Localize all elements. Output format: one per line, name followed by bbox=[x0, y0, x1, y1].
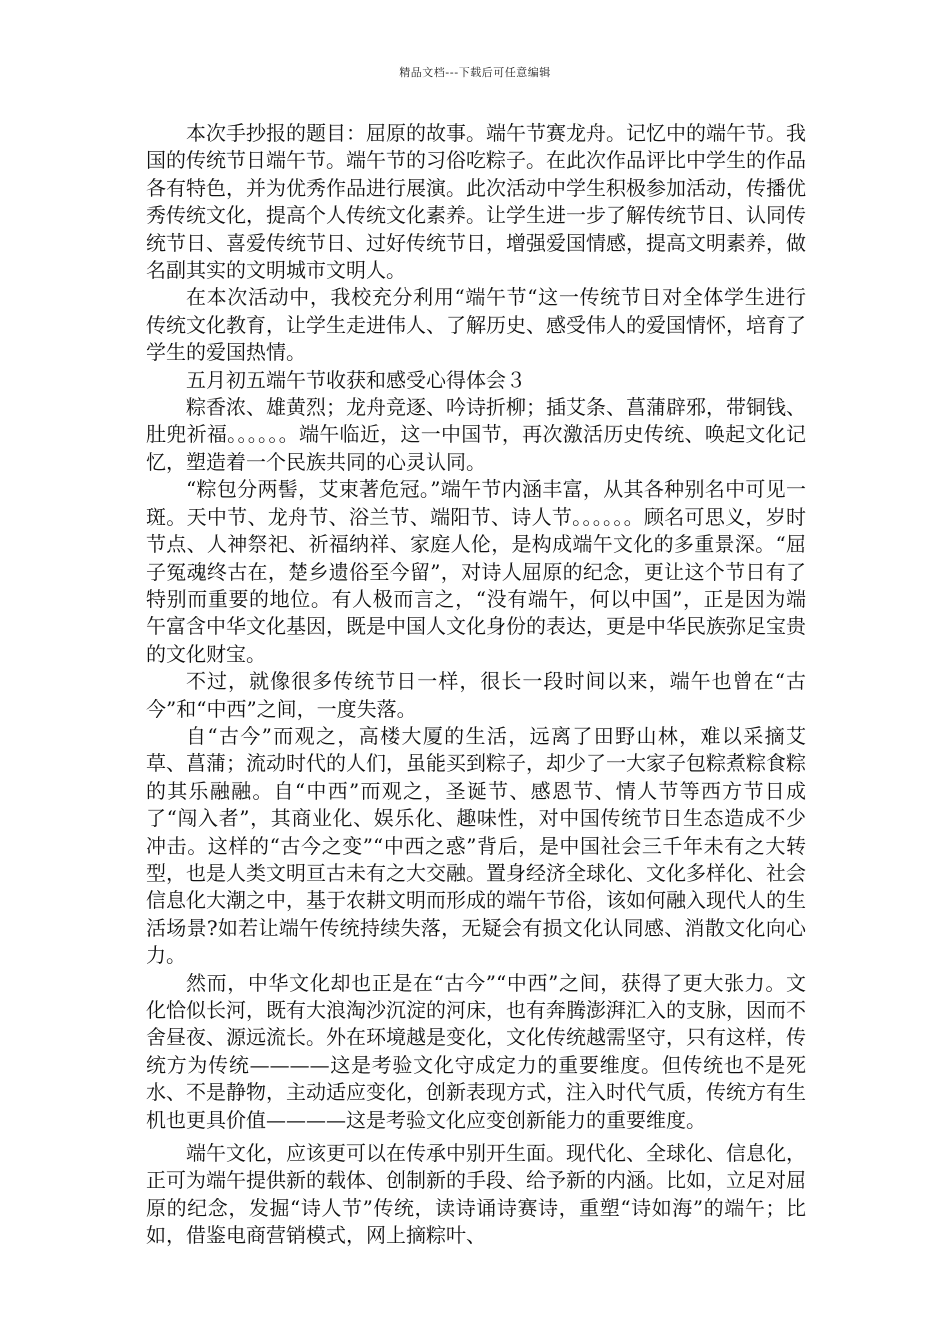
paragraph: 不过，就像很多传统节日一样，很长一段时间以来，端午也曾在“古今”和“中西”之间，一度失落。 bbox=[146, 669, 806, 721]
paragraph: 端午文化，应该更可以在传承中别开生面。现代化、全球化、信息化，正可为端午提供新的载体、创制新的手段、给予新的内涵。比如，立足对屈原的纪念，发掘“诗人节”传统，读诗诵诗赛诗，重塑“诗如海”的端午；比如，借鉴电商营销模式，网上摘粽叶、 bbox=[146, 1141, 806, 1248]
section-heading: 五月初五端午节收获和感受心得体会３ bbox=[186, 367, 526, 392]
page-header: 精品文档---下载后可任意编辑 bbox=[399, 66, 551, 79]
paragraph: “粽包分两髻，艾束著危冠。”端午节内涵丰富，从其各种别名中可见一斑。天中节、龙舟节、浴兰节、端阳节、诗人节。。。。。。顾名可思义，岁时节点、人神祭祀、祈福纳祥、家庭人伦，是构成端午文化的多重景深。“屈子冤魂终古在，楚乡遗俗至今留”，对诗人屈原的纪念，更让这个节日有了特别而重要的地位。有人极而言之，“没有端午，何以中国”，正是因为端午富含中华文化基因，既是中国人文化身份的表达，更是中华民族弥足宝贵的文化财宝。 bbox=[146, 477, 806, 666]
paragraph: 粽香浓、雄黄烈；龙舟竞逐、吟诗折柳；插艾条、菖蒲辟邪，带铜钱、肚兜祈福。。。。。。端午临近，这一中国节，再次激活历史传统、唤起文化记忆，塑造着一个民族共同的心灵认同。 bbox=[146, 395, 806, 474]
paragraph: 然而，中华文化却也正是在“古今”“中西”之间，获得了更大张力。文化恰似长河，既有大浪淘沙沉淀的河床，也有奔腾澎湃汇入的支脉，因而不舍昼夜、源远流长。外在环境越是变化，文化传统越需坚守，只有这样，传统方为传统————这是考验文化守成定力的重要维度。但传统也不是死水、不是静物，主动适应变化，创新表现方式，注入时代气质，传统方有生机也更具价值————这是考验文化应变创新能力的重要维度。 bbox=[146, 970, 806, 1132]
paragraph: 本次手抄报的题目：屈原的故事。端午节赛龙舟。记忆中的端午节。我国的传统节日端午节。端午节的习俗吃粽子。在此次作品评比中学生的作品各有特色，并为优秀作品进行展演。此次活动中学生积极参加活动，传播优秀传统文化，提高个人传统文化素养。让学生进一步了解传统节日、认同传统节日、喜爱传统节日、过好传统节日，增强爱国情感，提高文明素养，做名副其实的文明城市文明人。 bbox=[146, 121, 806, 283]
document-body bbox=[146, 120, 806, 1250]
paragraph: 在本次活动中，我校充分利用“端午节“这一传统节日对全体学生进行传统文化教育，让学生走进伟人、了解历史、感受伟人的爱国情怀，培育了学生的爱国热情。 bbox=[146, 285, 806, 365]
paragraph: 自“古今”而观之，高楼大厦的生活，远离了田野山林，难以采摘艾草、菖蒲；流动时代的人们，虽能买到粽子，却少了一大家子包粽煮粽食粽的其乐融融。自“中西”而观之，圣诞节、感恩节、情人节等西方节日成了“闯入者”，其商业化、娱乐化、趣味性，对中国传统节日生态造成不少冲击。这样的“古今之变”“中西之惑”背后，是中国社会三千年未有之大转型，也是人类文明亘古未有之大交融。置身经济全球化、文化多样化、社会信息化大潮之中，基于农耕文明而形成的端午节俗，该如何融入现代人的生活场景?如若让端午传统持续失落，无疑会有损文化认同感、消散文化向心力。 bbox=[146, 723, 806, 968]
